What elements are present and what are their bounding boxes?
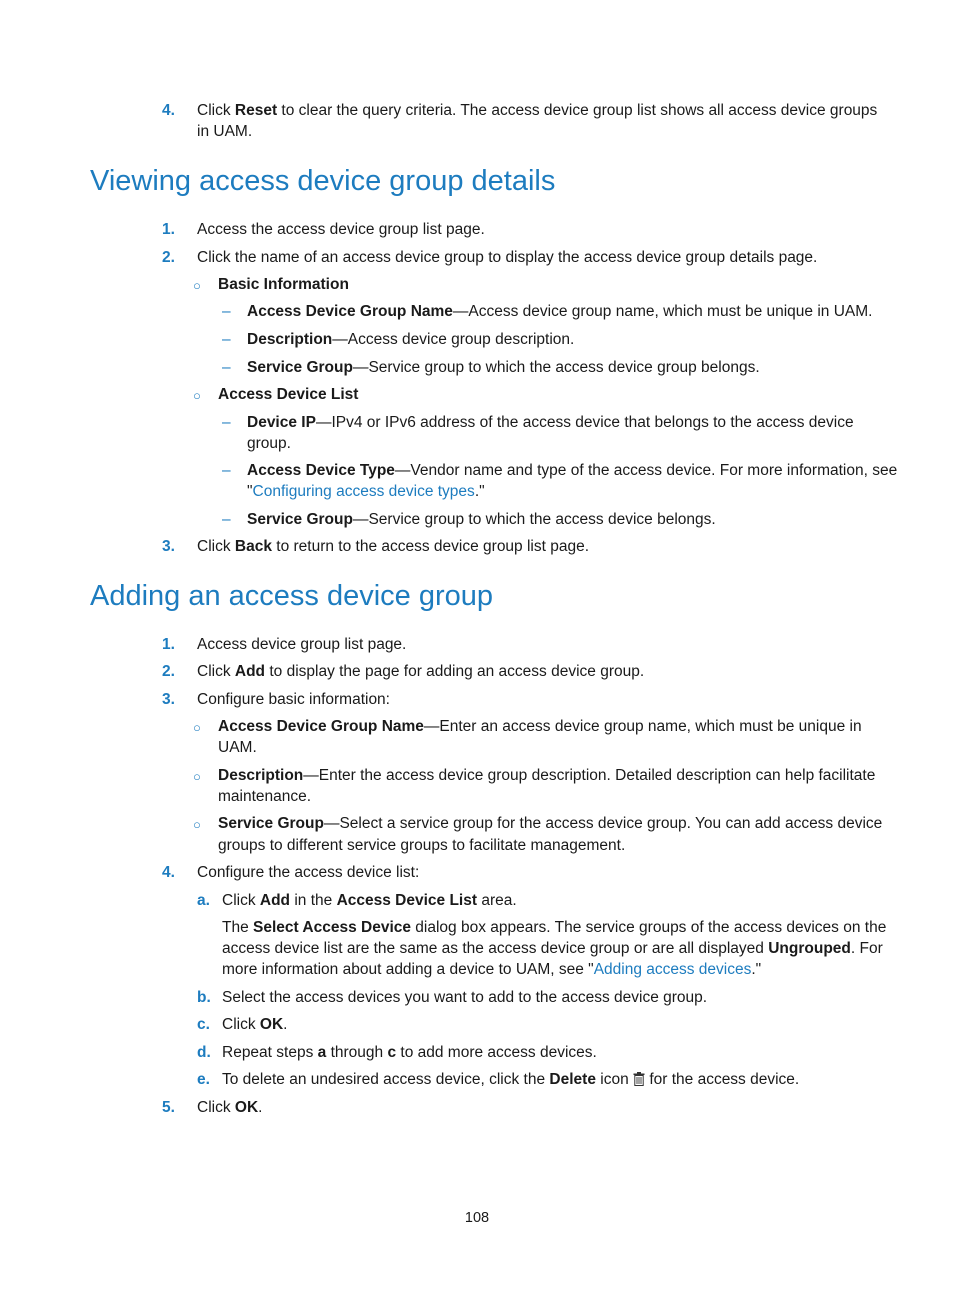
step-text: Configure the access device list: xyxy=(197,864,420,881)
substep-text: Click Add in the Access Device List area. xyxy=(222,892,517,909)
step-number: 4. xyxy=(162,102,175,119)
field-description: Service Group—Service group to which the access device group belongs. xyxy=(247,359,760,376)
note-line: access device list are the same as the access device group or are all displayed Ungrouped. For xyxy=(222,940,883,957)
note-line: more information about adding a device to UAM, see "Adding access devices." xyxy=(222,961,762,978)
step-text: Access the access device group list page. xyxy=(197,221,485,238)
step-number: 2. xyxy=(162,249,175,266)
field-description: Access Device Type—Vendor name and type of the access device. For more information, see xyxy=(247,462,898,479)
step-text: Click OK. xyxy=(197,1099,263,1116)
section-heading: Viewing access device group details xyxy=(90,165,556,197)
step-number: 3. xyxy=(162,538,175,555)
field-description-continued: "Configuring access device types." xyxy=(247,483,485,500)
step-text: Click Back to return to the access device group list page. xyxy=(197,538,590,555)
step-number: 2. xyxy=(162,663,175,680)
step-number: 1. xyxy=(162,636,175,653)
substep-text: To delete an undesired access device, click the Delete icon for the access device. xyxy=(222,1069,799,1092)
dash-icon: – xyxy=(222,511,231,528)
step-text: Access device group list page. xyxy=(197,636,407,653)
step-number: 1. xyxy=(162,221,175,238)
bullet-icon: ○ xyxy=(193,720,201,735)
section-heading: Adding an access device group xyxy=(90,580,494,612)
step-text: Click Add to display the page for adding an access device group. xyxy=(197,663,645,680)
step-text-continued: in UAM. xyxy=(197,123,253,140)
bullet-icon: ○ xyxy=(193,769,201,784)
step-number: 4. xyxy=(162,864,175,881)
dash-icon: – xyxy=(222,462,231,479)
step-number: 5. xyxy=(162,1099,175,1116)
field-description: Access Device Group Name—Enter an access device group name, which must be unique in xyxy=(218,718,862,735)
dash-icon: – xyxy=(222,359,231,376)
trash-icon xyxy=(633,1071,645,1092)
sublist-label: Basic Information xyxy=(218,276,349,293)
substep-text: Select the access devices you want to add to the access device group. xyxy=(222,989,708,1006)
configuring-device-types-link[interactable]: Configuring access device types xyxy=(252,483,475,500)
step-text: Click Reset to clear the query criteria. The access device group list shows all access device groups xyxy=(197,102,878,119)
bullet-icon: ○ xyxy=(193,817,201,832)
note-line: The Select Access Device dialog box appears. The service groups of the access devices on the xyxy=(222,919,887,936)
bullet-icon: ○ xyxy=(193,278,201,293)
page-number: 108 xyxy=(464,1210,490,1226)
field-description: Service Group—Select a service group for the access device group. You can add access device xyxy=(218,815,883,832)
field-description-continued: groups to different service groups to facilitate management. xyxy=(218,837,626,854)
dash-icon: – xyxy=(222,303,231,320)
substep-letter: c. xyxy=(197,1016,210,1033)
field-description: Device IP—IPv4 or IPv6 address of the access device that belongs to the access device xyxy=(247,414,854,431)
substep-text: Repeat steps a through c to add more access devices. xyxy=(222,1044,597,1061)
dash-icon: – xyxy=(222,331,231,348)
step-text: Configure basic information: xyxy=(197,691,390,708)
substep-letter: b. xyxy=(197,989,211,1006)
field-description: Description—Enter the access device group description. Detailed description can help facilitate xyxy=(218,767,876,784)
adding-access-devices-link[interactable]: Adding access devices xyxy=(593,961,752,978)
field-description-continued: group. xyxy=(247,435,291,452)
dash-icon: – xyxy=(222,414,231,431)
step-number: 3. xyxy=(162,691,175,708)
field-description: Service Group—Service group to which the access device belongs. xyxy=(247,511,716,528)
step-text: Click the name of an access device group to display the access device group details page. xyxy=(197,249,818,266)
sublist-label: Access Device List xyxy=(218,386,359,403)
field-description: Description—Access device group description. xyxy=(247,331,575,348)
substep-letter: e. xyxy=(197,1071,210,1088)
field-description-continued: UAM. xyxy=(218,739,257,756)
field-description: Access Device Group Name—Access device group name, which must be unique in UAM. xyxy=(247,303,873,320)
bullet-icon: ○ xyxy=(193,388,201,403)
substep-text: Click OK. xyxy=(222,1016,288,1033)
substep-letter: a. xyxy=(197,892,210,909)
field-description-continued: maintenance. xyxy=(218,788,312,805)
substep-letter: d. xyxy=(197,1044,211,1061)
